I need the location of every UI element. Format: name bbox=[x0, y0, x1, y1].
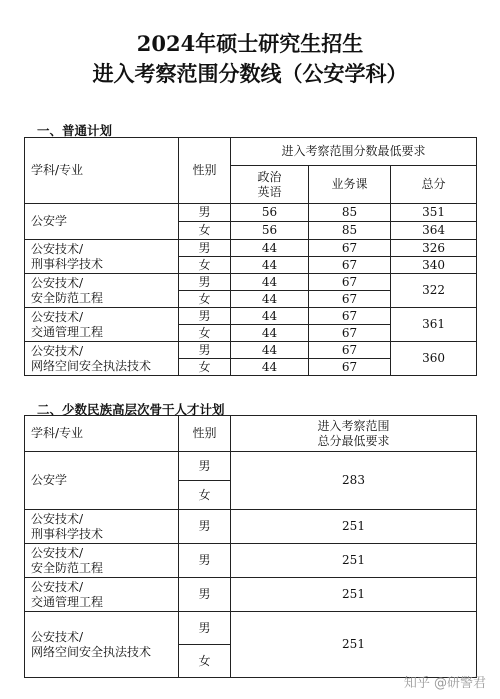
gender-male: 男 bbox=[179, 204, 231, 222]
subject-cell bbox=[25, 612, 179, 678]
gender-male: 男 bbox=[179, 578, 231, 612]
subject-name: 公安技术/ bbox=[31, 545, 84, 560]
header-gender: 性别 bbox=[179, 138, 231, 204]
score-politics: 44 bbox=[231, 257, 309, 274]
subject-name: 公安学 bbox=[31, 473, 68, 487]
gender-female: 女 bbox=[179, 645, 231, 678]
score-total: 361 bbox=[391, 308, 477, 342]
subject-major: 刑事科学技术 bbox=[31, 526, 104, 541]
header-score-group: 进入考察范围分数最低要求 bbox=[231, 138, 477, 166]
gender-male: 男 bbox=[179, 240, 231, 257]
score-business: 67 bbox=[309, 240, 391, 257]
header-subject: 学科/专业 bbox=[25, 416, 179, 452]
subject-major: 网络空间安全执法技术 bbox=[31, 644, 152, 659]
score-business: 67 bbox=[309, 257, 391, 274]
subject-name: 公安技术/ bbox=[31, 579, 84, 594]
score-politics: 56 bbox=[231, 204, 309, 222]
score-business: 67 bbox=[309, 342, 391, 359]
header-subject: 学科/专业 bbox=[25, 138, 179, 204]
subject-name: 公安技术/ bbox=[31, 241, 84, 256]
score-total: 364 bbox=[391, 222, 477, 240]
header-gender: 性别 bbox=[179, 416, 231, 452]
watermark: 知乎 @研警君 bbox=[403, 676, 486, 691]
subject-name: 公安技术/ bbox=[31, 343, 84, 358]
score-politics: 44 bbox=[231, 274, 309, 291]
subject-cell bbox=[25, 308, 179, 342]
subject-name: 公安技术/ bbox=[31, 275, 84, 290]
score-total: 251 bbox=[231, 510, 477, 544]
general-plan-table bbox=[24, 137, 477, 376]
score-total: 251 bbox=[231, 544, 477, 578]
section-1-title: 一、普通计划 bbox=[37, 123, 113, 138]
header-business: 业务课 bbox=[309, 166, 391, 204]
gender-female: 女 bbox=[179, 325, 231, 342]
subject-name: 公安技术/ bbox=[31, 309, 84, 324]
gender-female: 女 bbox=[179, 359, 231, 376]
subject-major: 交通管理工程 bbox=[31, 594, 104, 609]
subject-major: 刑事科学技术 bbox=[31, 256, 104, 271]
gender-male: 男 bbox=[179, 544, 231, 578]
subject-cell bbox=[25, 544, 179, 578]
header-english: 英语 bbox=[257, 184, 282, 199]
title-line-2: 进入考察范围分数线（公安学科） bbox=[92, 61, 408, 86]
subject-major: 安全防范工程 bbox=[31, 290, 104, 305]
header-politics-english bbox=[231, 166, 309, 204]
subject-name: 公安技术/ bbox=[31, 511, 84, 526]
score-business: 67 bbox=[309, 325, 391, 342]
score-politics: 56 bbox=[231, 222, 309, 240]
gender-male: 男 bbox=[179, 274, 231, 291]
subject-cell bbox=[25, 452, 179, 510]
score-business: 67 bbox=[309, 359, 391, 376]
score-business: 67 bbox=[309, 308, 391, 325]
gender-female: 女 bbox=[179, 222, 231, 240]
gender-male: 男 bbox=[179, 452, 231, 481]
gender-male: 男 bbox=[179, 308, 231, 325]
score-total: 322 bbox=[391, 274, 477, 308]
score-politics: 44 bbox=[231, 308, 309, 325]
gender-female: 女 bbox=[179, 257, 231, 274]
subject-cell bbox=[25, 204, 179, 240]
gender-male: 男 bbox=[179, 612, 231, 645]
subject-cell bbox=[25, 578, 179, 612]
score-total: 326 bbox=[391, 240, 477, 257]
subject-name: 公安技术/ bbox=[31, 629, 84, 644]
header-score bbox=[231, 416, 477, 452]
subject-major: 安全防范工程 bbox=[31, 560, 104, 575]
header-politics: 政治 bbox=[257, 169, 282, 184]
score-business: 67 bbox=[309, 274, 391, 291]
score-total: 251 bbox=[231, 578, 477, 612]
score-politics: 44 bbox=[231, 325, 309, 342]
section-2-title: 二、少数民族高层次骨干人才计划 bbox=[37, 402, 225, 417]
score-politics: 44 bbox=[231, 240, 309, 257]
subject-cell bbox=[25, 274, 179, 308]
subject-cell bbox=[25, 510, 179, 544]
score-business: 67 bbox=[309, 291, 391, 308]
header-score-line-2: 总分最低要求 bbox=[317, 433, 390, 448]
header-total: 总分 bbox=[391, 166, 477, 204]
score-total: 351 bbox=[391, 204, 477, 222]
minority-plan-table bbox=[24, 415, 477, 678]
score-business: 85 bbox=[309, 222, 391, 240]
score-politics: 44 bbox=[231, 291, 309, 308]
score-business: 85 bbox=[309, 204, 391, 222]
subject-cell bbox=[25, 240, 179, 274]
gender-male: 男 bbox=[179, 510, 231, 544]
score-total: 251 bbox=[231, 612, 477, 678]
subject-cell bbox=[25, 342, 179, 376]
title-line-1: 2024年硕士研究生招生 bbox=[136, 31, 364, 56]
score-politics: 44 bbox=[231, 342, 309, 359]
subject-major: 网络空间安全执法技术 bbox=[31, 358, 152, 373]
score-politics: 44 bbox=[231, 359, 309, 376]
gender-female: 女 bbox=[179, 481, 231, 510]
score-total: 360 bbox=[391, 342, 477, 376]
gender-female: 女 bbox=[179, 291, 231, 308]
gender-male: 男 bbox=[179, 342, 231, 359]
subject-major: 交通管理工程 bbox=[31, 324, 104, 339]
header-score-line-1: 进入考察范围 bbox=[317, 418, 390, 433]
score-total: 340 bbox=[391, 257, 477, 274]
subject-name: 公安学 bbox=[31, 214, 68, 228]
score-total: 283 bbox=[231, 452, 477, 510]
